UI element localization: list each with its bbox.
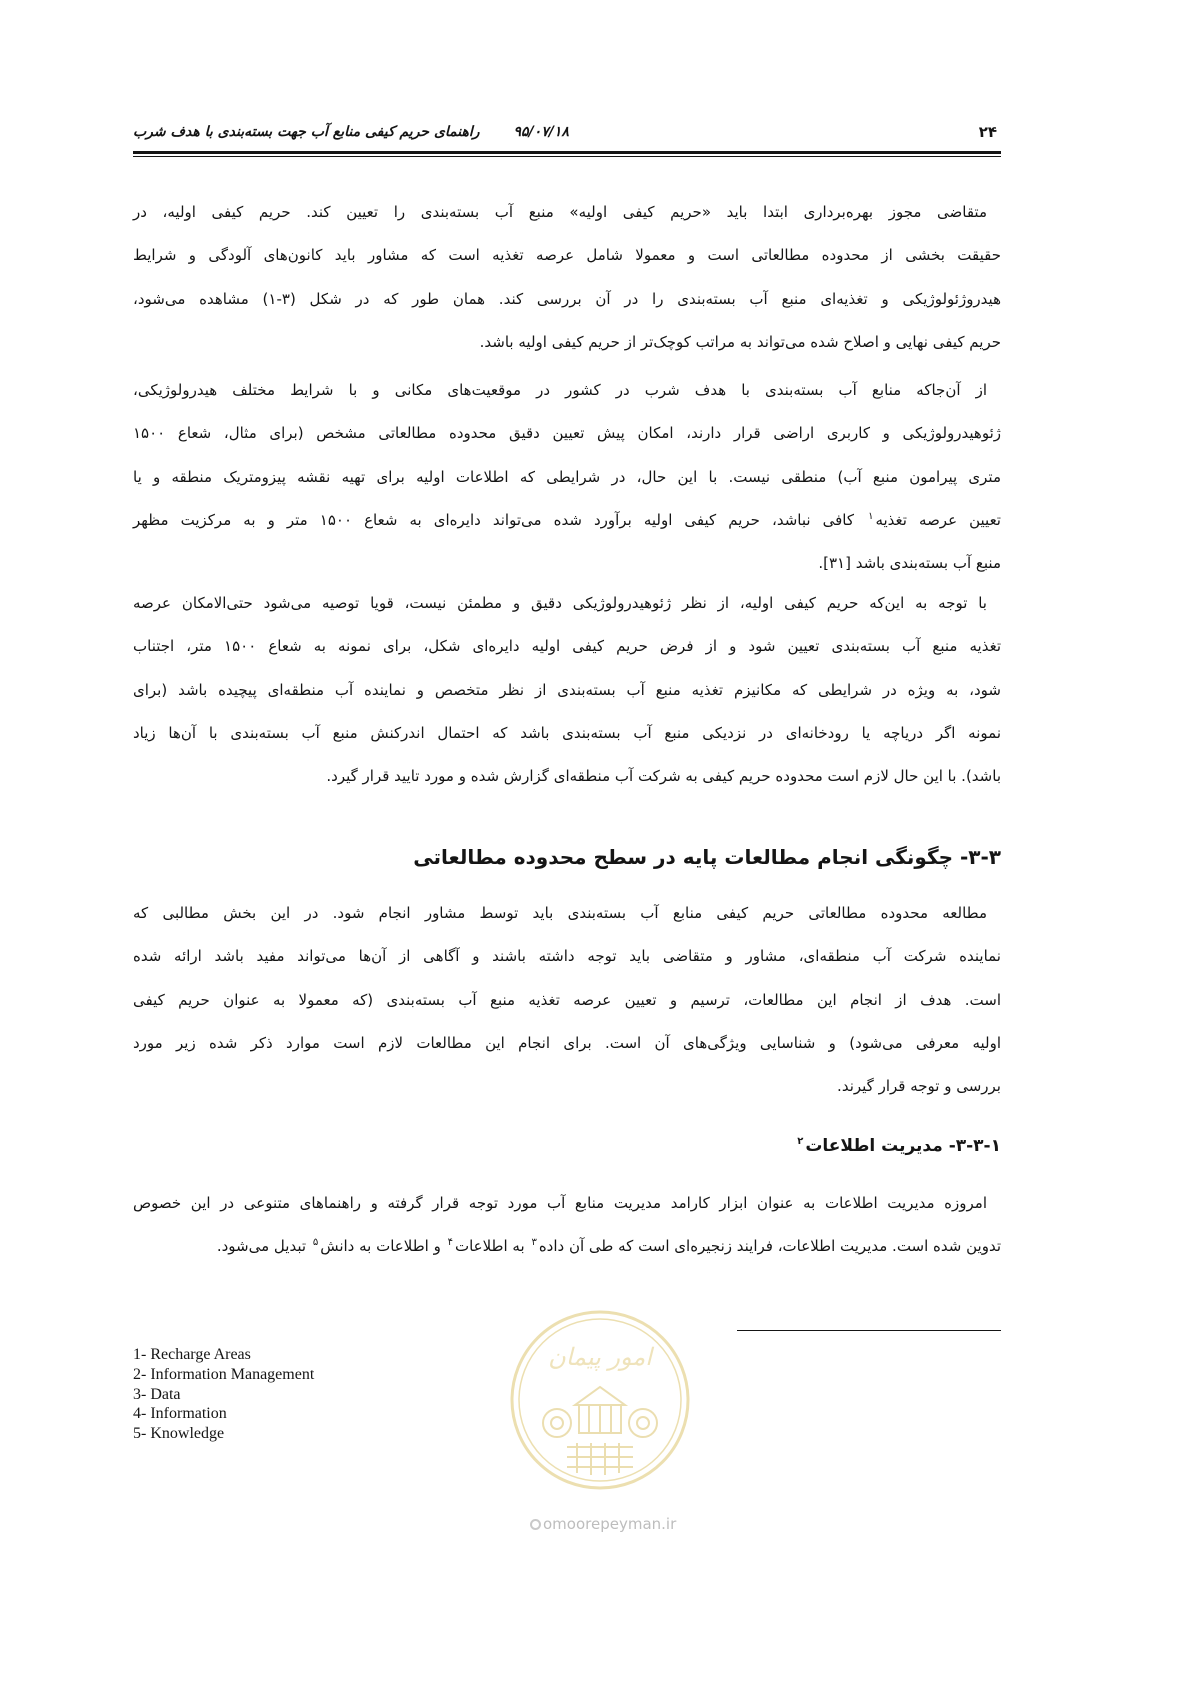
line-segment: و اطلاعات به دانش [320, 1237, 441, 1256]
header-rule-thin [133, 156, 1001, 157]
header-date: ۹۵/۰۷/۱۸ [513, 124, 569, 140]
footnotes [133, 1345, 314, 1444]
paragraph-3 [133, 582, 1001, 798]
paragraph-5 [133, 1182, 1001, 1269]
running-header [133, 117, 1001, 147]
footnote-item: 1- Recharge Areas [133, 1346, 251, 1363]
paragraph-line: نماینده شرکت آب منطقه‌ای، مشاور و متقاضی باید توجه داشته باشند و آگاهی از آن‌ها می‌تواند مفید باشد ارائه شده [133, 947, 1001, 966]
paragraph-line: ژئوهیدرولوژیکی و کاربری اراضی قرار دارند، امکان پیش تعیین دقیق محدوده مطالعاتی مشخص (برای مثال، شعاع ۱۵۰۰ [133, 424, 1001, 443]
paragraph-1 [133, 191, 1001, 364]
paragraph-line: از آن‌جاکه منابع آب بسته‌بندی با هدف شرب در کشور در موقعیت‌های مکانی و با شرایط مختلف هیدرولوژیکی، [133, 381, 987, 399]
paragraph-line: با توجه به این‌که حریم کیفی اولیه، از نظر ژئوهیدرولوژیکی دقیق و مطمئن نیست، قویا توصیه می‌شود حتی‌الامکان عرصه [133, 594, 987, 612]
header-title: راهنمای حریم کیفی منابع آب جهت بسته‌بندی با هدف شرب [133, 124, 480, 140]
watermark-url-icon [530, 1519, 541, 1530]
footnote-mark: ۲ [797, 1136, 804, 1148]
watermark-emblem [543, 1387, 657, 1475]
footnote-item: 4- Information [133, 1405, 227, 1423]
paragraph-line: حقیقت بخشی از محدوده مطالعاتی است و معمولا شامل عرصه تغذیه است که مشاور باید کانون‌های آلودگی و شرایط [133, 246, 1001, 265]
watermark-logo-text: امور پیمان [548, 1343, 652, 1371]
paragraph-line: اولیه معرفی می‌شود) و شناسایی ویژگی‌های آن است. برای انجام این مطالعات لازم است موارد ذکر شده زیر مورد [133, 1033, 1001, 1052]
paragraph-line: هیدروژئولوژیکی و تغذیه‌ای منبع آب بسته‌بندی را در آن بررسی کند. همان طور که در شکل (۳-۱) مشاهده می‌شود، [133, 289, 1001, 308]
paragraph-line [133, 499, 1001, 542]
line-segment: به اطلاعات [454, 1237, 525, 1256]
footnote-item: 3- Data [133, 1385, 181, 1403]
paragraph-line: نمونه اگر دریاچه یا رودخانه‌ای در نزدیکی منبع آب بسته‌بندی باشد که احتمال اندرکنش منبع آب بسته‌بندی با آن‌ها زیاد [133, 723, 1001, 742]
footnote-separator [737, 1330, 1001, 1331]
watermark-rings [512, 1312, 688, 1488]
watermark-url [530, 1512, 677, 1536]
paragraph-line [133, 1225, 1001, 1268]
footnote-item: 5- Knowledge [133, 1425, 225, 1442]
footnote-mark: ۱ [868, 510, 874, 522]
subsection-heading [133, 1124, 1001, 1168]
watermark-logo [505, 1305, 695, 1495]
line-segment: تعیین عرصه تغذیه [875, 510, 1001, 529]
paragraph-4 [133, 892, 1001, 1108]
line-segment: تبدیل می‌شود. [216, 1237, 307, 1256]
footnote-mark: ۴ [447, 1237, 453, 1249]
watermark-url-text: omoorepeyman.ir [543, 1515, 677, 1533]
paragraph-2 [133, 369, 1001, 585]
footnote-mark: ۳ [531, 1237, 537, 1249]
paragraph-line: متری پیرامون منبع آب) منطقی نیست. با این حال، در شرایطی که اطلاعات اولیه برای تهیه نقشه پیزومتریک منطقه و یا [133, 467, 1001, 486]
paragraph-line: باشد). با این حال لازم است محدوده حریم کیفی به شرکت آب منطقه‌ای گزارش شده و مورد تایید قرار گیرد. [326, 767, 1001, 786]
paragraph-line: بررسی و توجه قرار گیرند. [837, 1077, 1001, 1096]
paragraph-line: شود، به ویژه در شرایطی که مکانیزم تغذیه منبع آب بسته‌بندی از نظر متخصص و نماینده آب منطقه‌ای پیچیده باشد (برای [133, 680, 1001, 699]
paragraph-line: امروزه مدیریت اطلاعات به عنوان ابزار کارامد مدیریت منابع آب مورد توجه قرار گرفته و راهنماهای متنوعی در این خصوص [133, 1194, 987, 1212]
paragraph-line: تغذیه منبع آب بسته‌بندی تعیین شود و از فرض حریم کیفی اولیه دایره‌ای شکل، برای نمونه به شعاع ۱۵۰۰ متر، اجتناب [133, 637, 1001, 656]
paragraph-line: است. هدف از انجام این مطالعات، ترسیم و تعیین عرصه تغذیه منبع آب بسته‌بندی (که معمولا به عنوان حریم کیفی [133, 990, 1001, 1009]
paragraph-line: متقاضی مجوز بهره‌برداری ابتدا باید «حریم کیفی اولیه» منبع آب بسته‌بندی را تعیین کند. حریم کیفی اولیه، در [133, 203, 987, 221]
page-number: ۲۴ [978, 123, 997, 141]
paragraph-line: منبع آب بسته‌بندی باشد [۳۱]. [818, 554, 1001, 573]
line-segment: تدوین شده است. مدیریت اطلاعات، فرایند زنجیره‌ای است که طی آن داده [538, 1237, 1001, 1256]
section-heading: ۳-۳- چگونگی انجام مطالعات پایه در سطح محدوده مطالعاتی [413, 845, 1001, 869]
subsection-heading-text: ۳-۳-۱- مدیریت اطلاعات [805, 1136, 1001, 1156]
footnote-item: 2- Information Management [133, 1365, 315, 1383]
line-segment: کافی نباشد، حریم کیفی اولیه برآورد شده می‌تواند دایره‌ای به شعاع ۱۵۰۰ متر و به مرکزیت مظهر [133, 510, 855, 529]
header-rule [133, 151, 1001, 154]
footnote-mark: ۵ [312, 1237, 319, 1249]
paragraph-line: حریم کیفی نهایی و اصلاح شده می‌تواند به مراتب کوچک‌تر از حریم کیفی اولیه باشد. [479, 332, 1001, 351]
paragraph-line: مطالعه محدوده مطالعاتی حریم کیفی منابع آب بسته‌بندی باید توسط مشاور انجام شود. در این بخش مطالبی که [133, 904, 987, 922]
header-title-group [133, 117, 569, 147]
